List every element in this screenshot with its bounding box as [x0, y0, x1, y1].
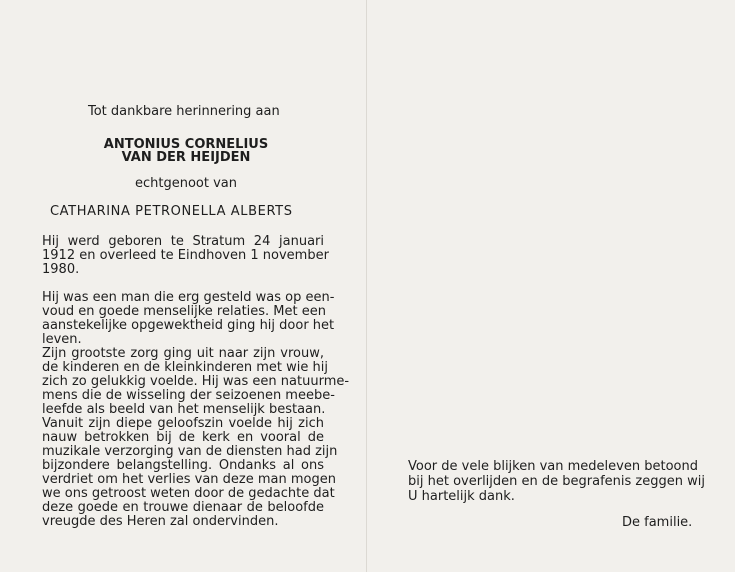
paragraph-line: U hartelijk dank.: [408, 489, 515, 504]
paragraph-line: muzikale verzorging van de diensten had zijn: [42, 444, 338, 459]
paragraph-line: voud en goede menselijke relaties. Met een: [42, 304, 326, 319]
spouse-name: CATHARINA PETRONELLA ALBERTS: [50, 204, 293, 219]
paragraph-line: Hij was een man die erg gesteld was op een-: [42, 290, 335, 305]
paragraph-line: zich zo gelukkig voelde. Hij was een natuurme-: [42, 374, 350, 389]
paragraph-line: we ons getroost weten door de gedachte dat: [42, 486, 335, 501]
paragraph-line: aanstekelijke opgewektheid ging hij door het: [42, 318, 335, 333]
paragraph-line: vreugde des Heren zal ondervinden.: [42, 514, 279, 529]
paragraph-line: 1980.: [42, 262, 80, 277]
relation-text: echtgenoot van: [135, 176, 238, 191]
deceased-name-line2: VAN DER HEIJDEN: [121, 150, 251, 165]
paragraph-line: bij het overlijden en de begrafenis zeggen wij: [408, 474, 705, 489]
paragraph-line: bijzondere belangstelling. Ondanks al ons: [42, 458, 324, 473]
paragraph-line: leven.: [42, 332, 82, 347]
paragraph-line: leefde als beeld van het menselijk bestaan.: [42, 402, 326, 417]
paragraph-line: 1912 en overleed te Eindhoven 1 november: [42, 248, 329, 263]
signature: De familie.: [622, 515, 693, 530]
paragraph-line: Zijn grootste zorg ging uit naar zijn vrouw,: [42, 346, 324, 361]
paragraph-line: Voor de vele blijken van medeleven betoond: [408, 459, 698, 474]
paragraph-line: verdriet om het verlies van deze man mogen: [42, 472, 336, 487]
intro-text: Tot dankbare herinnering aan: [88, 104, 280, 119]
card-fold-line: [366, 0, 367, 572]
paragraph-line: nauw betrokken bij de kerk en vooral de: [42, 430, 324, 445]
paragraph-line: Vanuit zijn diepe geloofszin voelde hij zich: [42, 416, 324, 431]
paragraph-line: de kinderen en de kleinkinderen met wie hij: [42, 360, 328, 375]
paragraph-line: Hij werd geboren te Stratum 24 januari: [42, 234, 324, 249]
deceased-name-line1: ANTONIUS CORNELIUS: [103, 137, 269, 152]
paragraph-line: deze goede en trouwe dienaar de beloofde: [42, 500, 324, 515]
paragraph-line: mens die de wisseling der seizoenen meebe-: [42, 388, 335, 403]
